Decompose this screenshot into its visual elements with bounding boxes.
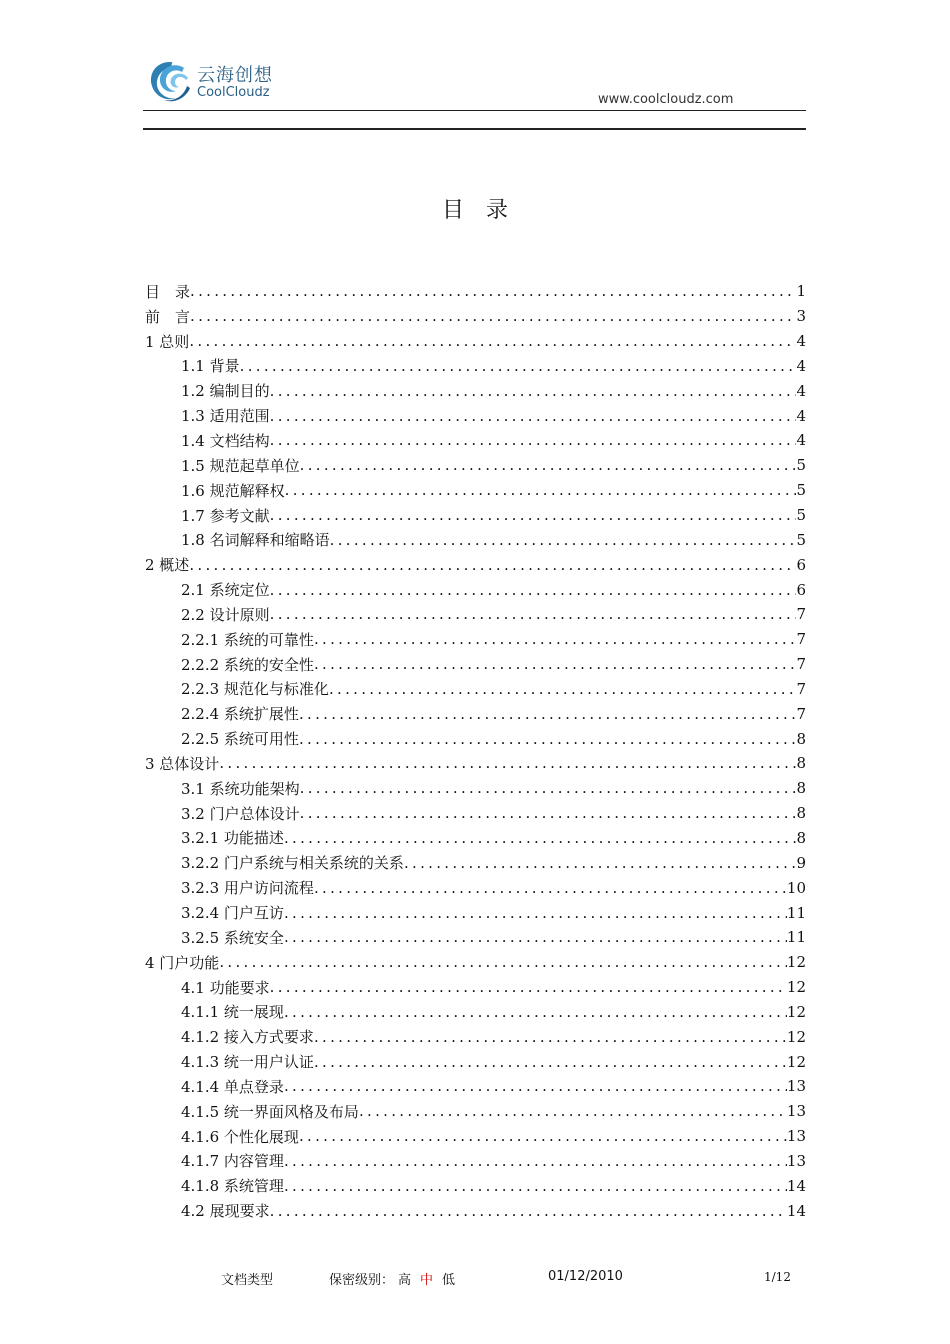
toc-entry-page: 8 xyxy=(796,729,806,748)
toc-dot-leader xyxy=(314,630,797,648)
toc-entry-title: 2.2 设计原则 xyxy=(181,605,270,624)
security-low: 低 xyxy=(442,1273,456,1288)
toc-dot-leader xyxy=(219,953,787,971)
toc-entry-title: 目 录 xyxy=(145,282,191,301)
swirl-logo-icon xyxy=(146,58,194,106)
toc-entry-page: 4 xyxy=(796,332,806,351)
toc-entry-page: 12 xyxy=(786,953,806,972)
toc-entry-page: 10 xyxy=(786,878,806,897)
logo-chinese-name: 云海创想 xyxy=(197,65,273,86)
toc-entry[interactable] xyxy=(145,304,806,329)
toc-entry-title: 4 门户功能 xyxy=(145,953,220,972)
toc-entry-title: 4.1 功能要求 xyxy=(181,978,270,997)
toc-entry[interactable] xyxy=(145,478,806,503)
toc-dot-leader xyxy=(190,307,796,325)
toc-entry-page: 13 xyxy=(786,1102,806,1121)
toc-entry-title: 2 概述 xyxy=(145,556,190,575)
header-rule-thin xyxy=(143,110,806,111)
toc-entry-title: 4.1.7 内容管理 xyxy=(181,1152,284,1171)
toc-entry-page: 5 xyxy=(796,530,806,549)
toc-entry-page: 14 xyxy=(786,1201,806,1220)
toc-entry-title: 2.2.5 系统可用性 xyxy=(181,730,299,749)
toc-dot-leader xyxy=(270,431,797,449)
toc-dot-leader xyxy=(270,506,797,524)
footer-security-level xyxy=(329,1269,455,1288)
toc-dot-leader xyxy=(270,1202,787,1220)
toc-entry-title: 1.2 编制目的 xyxy=(181,382,270,401)
toc-dot-leader xyxy=(270,978,787,996)
toc-dot-leader xyxy=(284,928,787,946)
toc-dot-leader xyxy=(219,754,796,772)
toc-entry-page: 13 xyxy=(786,1127,806,1146)
toc-dot-leader xyxy=(299,705,797,723)
toc-entry[interactable] xyxy=(145,925,806,950)
toc-entry[interactable] xyxy=(145,850,806,875)
toc-dot-leader xyxy=(329,680,797,698)
toc-entry-title: 4.1.2 接入方式要求 xyxy=(181,1028,314,1047)
toc-entry-title: 1.8 名词解释和缩略语 xyxy=(181,531,330,550)
toc-dot-leader xyxy=(299,1127,787,1145)
toc-dot-leader xyxy=(284,829,797,847)
toc-entry-title: 1.3 适用范围 xyxy=(181,407,270,426)
toc-dot-leader xyxy=(270,407,797,425)
toc-dot-leader xyxy=(300,456,797,474)
toc-entry[interactable] xyxy=(145,875,806,900)
toc-entry-title: 4.2 展现要求 xyxy=(181,1202,270,1221)
toc-entry[interactable] xyxy=(145,801,806,826)
toc-entry[interactable] xyxy=(145,677,806,702)
toc-dot-leader xyxy=(285,481,797,499)
toc-dot-leader xyxy=(284,1077,787,1095)
toc-entry[interactable] xyxy=(145,1024,806,1049)
logo-english-name: CoolCloudz xyxy=(197,85,270,100)
toc-dot-leader xyxy=(330,531,797,549)
toc-entry-page: 13 xyxy=(786,1077,806,1096)
toc-entry-page: 4 xyxy=(796,356,806,375)
toc-entry-page: 7 xyxy=(796,704,806,723)
toc-dot-leader xyxy=(299,730,797,748)
toc-dot-leader xyxy=(189,556,796,574)
toc-entry-title: 4.1.8 系统管理 xyxy=(181,1177,284,1196)
footer-date: 01/12/2010 xyxy=(548,1269,623,1284)
toc-entry-page: 13 xyxy=(786,1151,806,1170)
toc-entry[interactable] xyxy=(145,950,806,975)
toc-entry-title: 前 言 xyxy=(145,307,191,326)
toc-entry-title: 2.2.3 规范化与标准化 xyxy=(181,680,329,699)
toc-entry[interactable] xyxy=(145,726,806,751)
toc-dot-leader xyxy=(314,879,787,897)
toc-entry[interactable] xyxy=(145,900,806,925)
toc-entry-page: 8 xyxy=(796,804,806,823)
toc-entry[interactable] xyxy=(145,627,806,652)
toc-entry-title: 2.2.1 系统的可靠性 xyxy=(181,630,314,649)
toc-entry-page: 3 xyxy=(796,307,806,326)
toc-entry-page: 8 xyxy=(796,779,806,798)
toc-dot-leader xyxy=(284,1177,787,1195)
toc-entry-title: 2.2.2 系统的安全性 xyxy=(181,655,314,674)
toc-entry-page: 5 xyxy=(796,456,806,475)
toc-entry-title: 1.5 规范起草单位 xyxy=(181,456,300,475)
toc-entry-title: 3.2 门户总体设计 xyxy=(181,804,300,823)
toc-entry-page: 1 xyxy=(796,282,806,301)
toc-entry[interactable] xyxy=(145,975,806,1000)
toc-entry-title: 4.1.5 统一界面风格及布局 xyxy=(181,1102,359,1121)
toc-entry-title: 4.1.3 统一用户认证 xyxy=(181,1053,314,1072)
toc-entry-title: 1.1 背景 xyxy=(181,357,240,376)
footer-page-number: 1/12 xyxy=(764,1270,791,1284)
toc-entry-title: 3.1 系统功能架构 xyxy=(181,779,300,798)
toc-entry-title: 4.1.1 统一展现 xyxy=(181,1003,284,1022)
toc-entry[interactable] xyxy=(145,329,806,354)
header-url: www.coolcloudz.com xyxy=(598,92,734,107)
toc-entry[interactable] xyxy=(145,279,806,304)
toc-entry[interactable] xyxy=(145,1198,806,1223)
toc-entry[interactable] xyxy=(145,826,806,851)
toc-entry[interactable] xyxy=(145,503,806,528)
toc-entry-title: 4.1.6 个性化展现 xyxy=(181,1127,299,1146)
toc-entry-page: 6 xyxy=(796,555,806,574)
toc-entry[interactable] xyxy=(145,1099,806,1124)
toc-entry-title: 2.2.4 系统扩展性 xyxy=(181,705,299,724)
toc-entry-page: 12 xyxy=(786,978,806,997)
toc-entry-page: 7 xyxy=(796,679,806,698)
toc-entry-page: 14 xyxy=(786,1176,806,1195)
toc-entry-page: 5 xyxy=(796,481,806,500)
toc-entry-page: 7 xyxy=(796,630,806,649)
toc-entry[interactable] xyxy=(145,602,806,627)
toc-entry[interactable] xyxy=(145,354,806,379)
toc-dot-leader xyxy=(270,605,797,623)
toc-entry[interactable] xyxy=(145,652,806,677)
toc-dot-leader xyxy=(189,332,796,350)
toc-dot-leader xyxy=(314,655,797,673)
toc-entry-page: 4 xyxy=(796,381,806,400)
toc-dot-leader xyxy=(314,1053,787,1071)
toc-entry-title: 3 总体设计 xyxy=(145,754,220,773)
header-rule-thick xyxy=(143,128,806,130)
toc-entry-page: 5 xyxy=(796,506,806,525)
toc-entry[interactable] xyxy=(145,1124,806,1149)
toc-entry[interactable] xyxy=(145,776,806,801)
toc-entry[interactable] xyxy=(145,1149,806,1174)
toc-dot-leader xyxy=(284,904,787,922)
toc-entry-title: 3.2.4 门户互访 xyxy=(181,904,284,923)
toc-entry[interactable] xyxy=(145,552,806,577)
toc-dot-leader xyxy=(270,581,797,599)
toc-entry[interactable] xyxy=(145,527,806,552)
toc-dot-leader xyxy=(300,804,797,822)
toc-entry-page: 9 xyxy=(796,853,806,872)
toc-entry[interactable] xyxy=(145,1173,806,1198)
toc-dot-leader xyxy=(190,282,796,300)
toc-entry[interactable] xyxy=(145,751,806,776)
toc-entry-page: 6 xyxy=(796,580,806,599)
toc-entry-page: 7 xyxy=(796,655,806,674)
footer-doc-type: 文档类型 xyxy=(221,1273,274,1288)
toc-entry-page: 7 xyxy=(796,605,806,624)
toc-entry-title: 3.2.3 用户访问流程 xyxy=(181,879,314,898)
toc-dot-leader xyxy=(284,1003,787,1021)
toc-entry-title: 1.4 文档结构 xyxy=(181,431,270,450)
toc-entry-page: 11 xyxy=(786,928,806,947)
toc-entry[interactable] xyxy=(145,999,806,1024)
toc-entry-title: 2.1 系统定位 xyxy=(181,581,270,600)
toc-entry-page: 12 xyxy=(786,1002,806,1021)
security-mid: 中 xyxy=(420,1273,434,1288)
table-of-contents xyxy=(145,279,806,1223)
toc-entry-page: 8 xyxy=(796,828,806,847)
toc-entry[interactable] xyxy=(145,428,806,453)
toc-entry[interactable] xyxy=(145,378,806,403)
toc-dot-leader xyxy=(270,382,797,400)
toc-entry-page: 11 xyxy=(786,903,806,922)
toc-entry-title: 4.1.4 单点登录 xyxy=(181,1077,284,1096)
toc-entry[interactable] xyxy=(145,453,806,478)
toc-entry[interactable] xyxy=(145,577,806,602)
security-high: 高 xyxy=(398,1273,412,1288)
security-label: 保密级别： xyxy=(329,1273,395,1288)
page-title: 目录 xyxy=(441,198,530,223)
toc-entry[interactable] xyxy=(145,403,806,428)
toc-entry-title: 1.6 规范解释权 xyxy=(181,481,285,500)
toc-entry[interactable] xyxy=(145,1074,806,1099)
toc-entry-page: 4 xyxy=(796,431,806,450)
toc-dot-leader xyxy=(240,357,797,375)
company-logo xyxy=(146,58,306,108)
toc-entry[interactable] xyxy=(145,1049,806,1074)
toc-entry-page: 12 xyxy=(786,1052,806,1071)
toc-entry-page: 12 xyxy=(786,1027,806,1046)
toc-dot-leader xyxy=(300,779,797,797)
toc-entry-title: 1.7 参考文献 xyxy=(181,506,270,525)
toc-entry[interactable] xyxy=(145,701,806,726)
toc-entry-title: 3.2.1 功能描述 xyxy=(181,829,284,848)
toc-entry-page: 4 xyxy=(796,406,806,425)
toc-entry-page: 8 xyxy=(796,754,806,773)
toc-dot-leader xyxy=(314,1028,787,1046)
toc-entry-title: 3.2.5 系统安全 xyxy=(181,928,284,947)
toc-dot-leader xyxy=(359,1102,787,1120)
toc-entry-title: 1 总则 xyxy=(145,332,190,351)
toc-entry-title: 3.2.2 门户系统与相关系统的关系 xyxy=(181,854,404,873)
toc-dot-leader xyxy=(284,1152,787,1170)
toc-dot-leader xyxy=(404,854,797,872)
